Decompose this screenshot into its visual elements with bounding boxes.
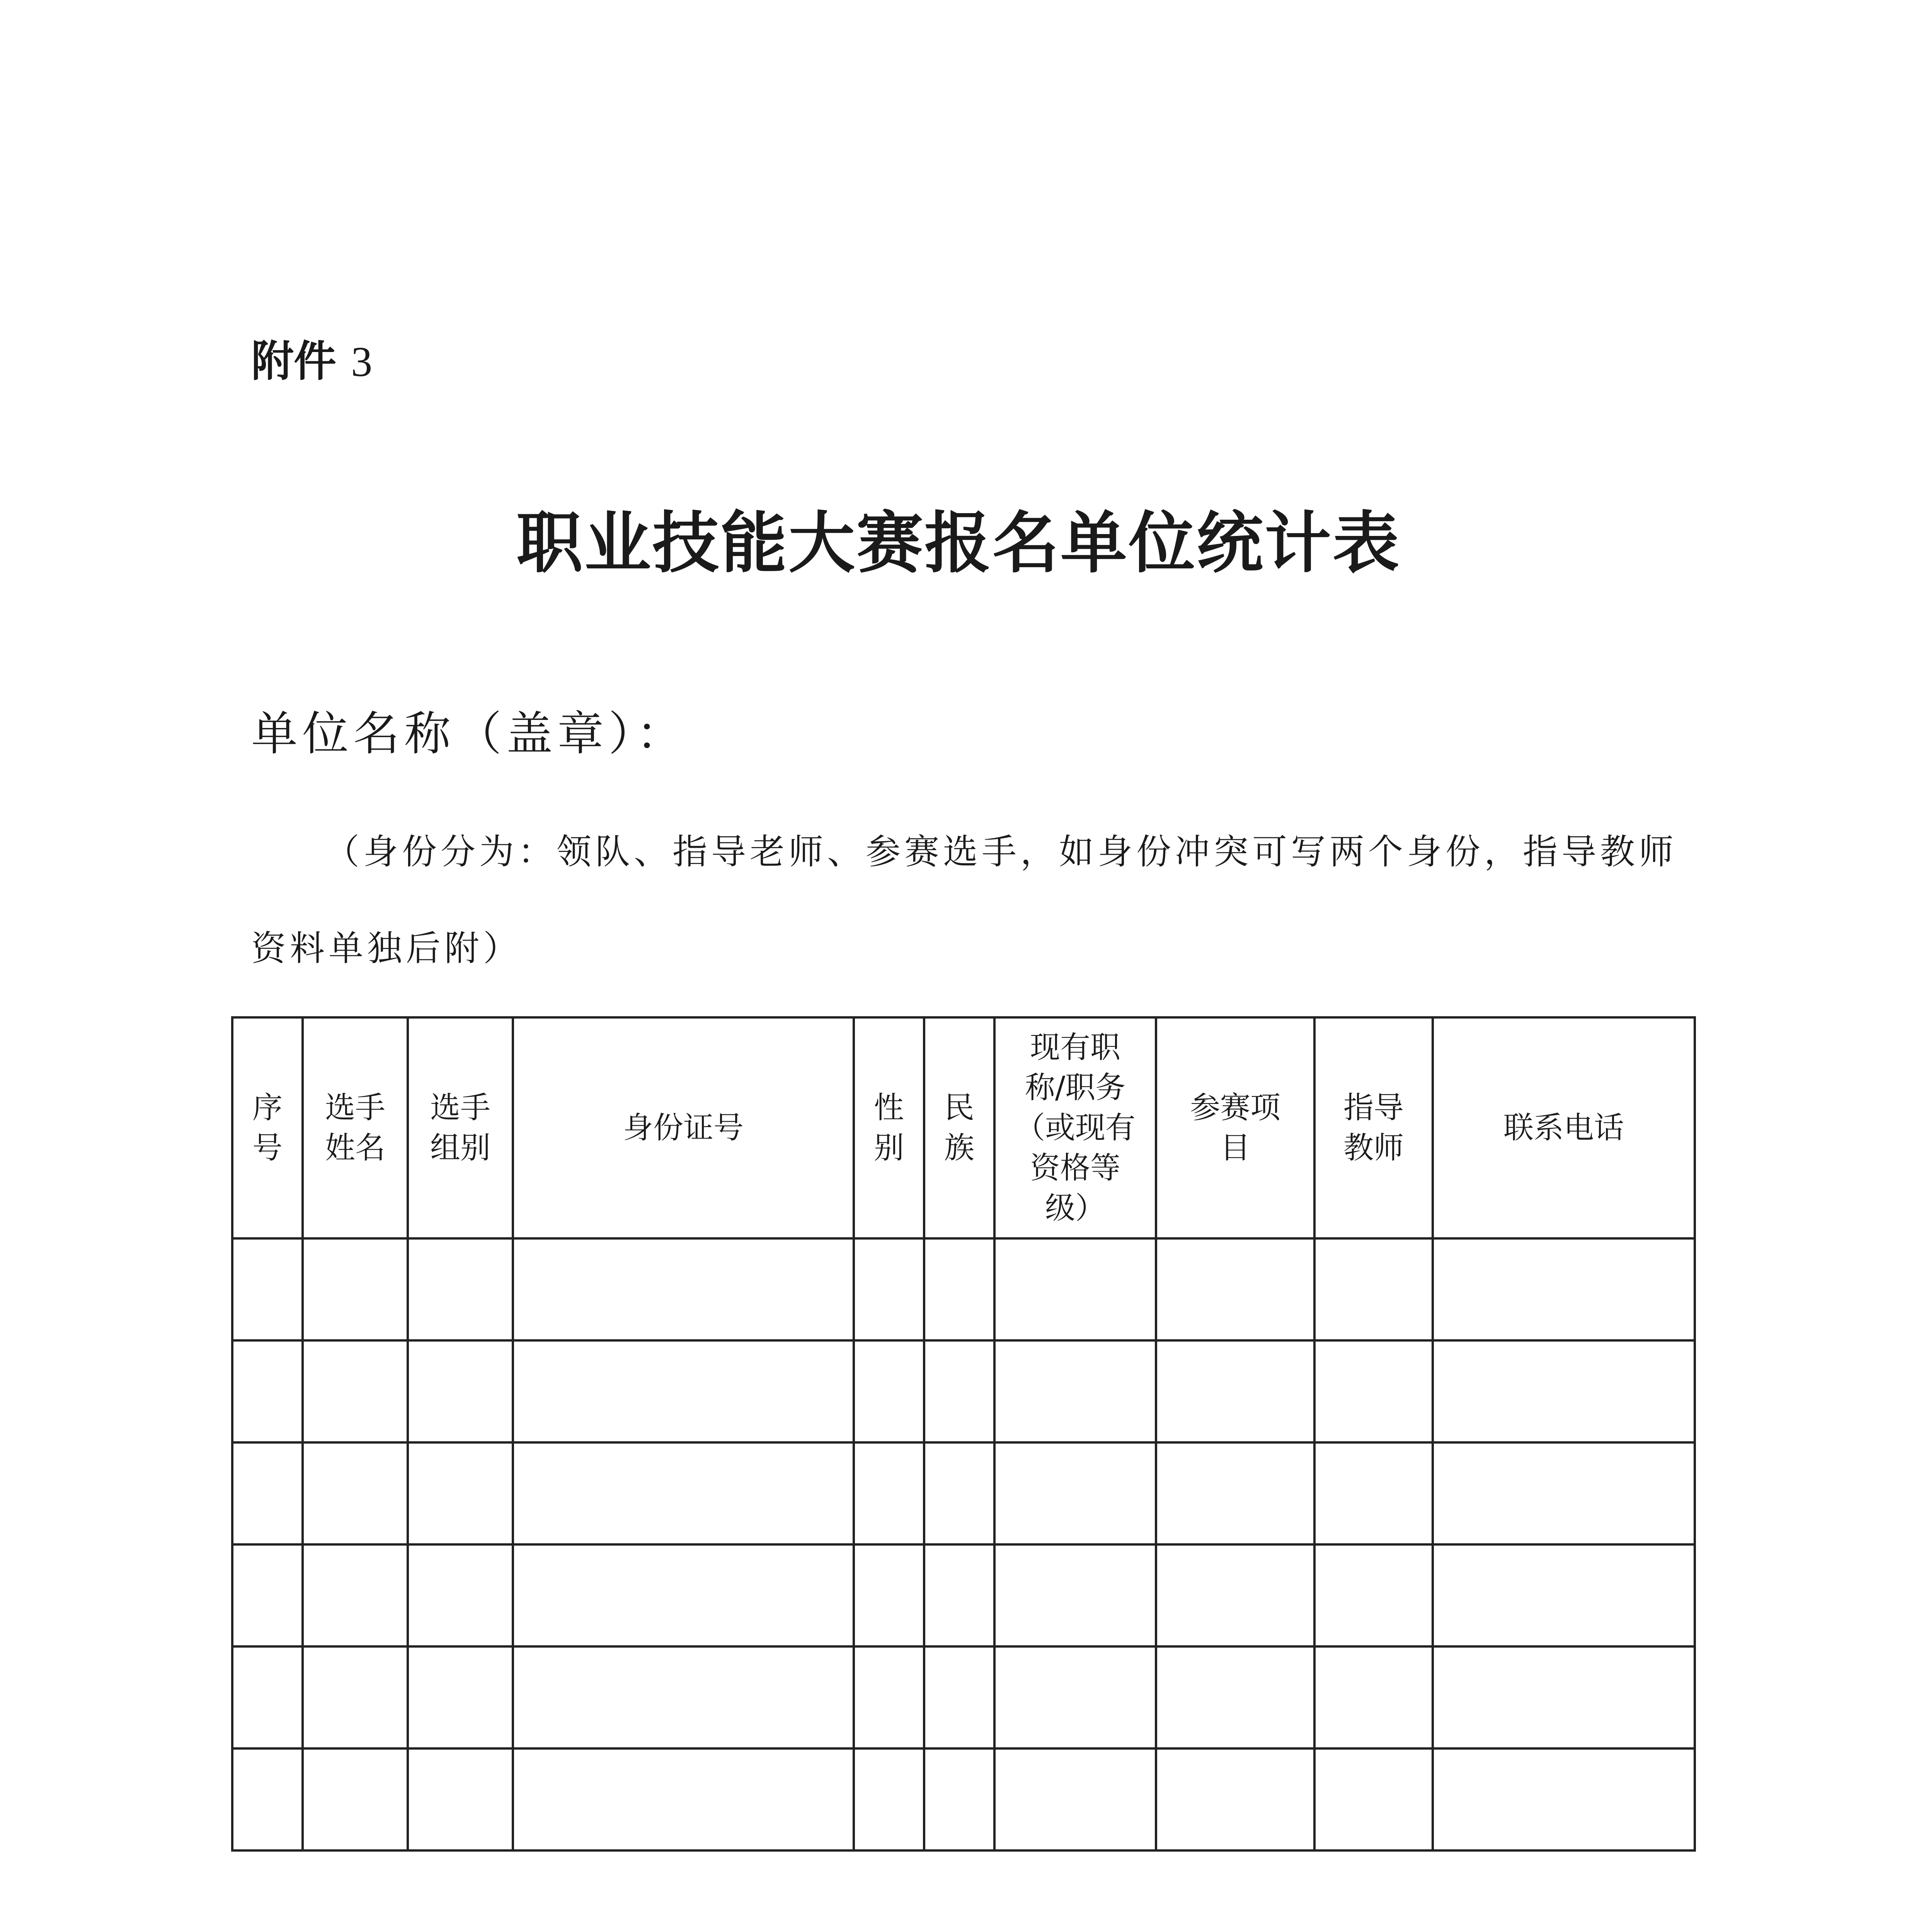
header-phone — [1433, 1017, 1695, 1238]
table-cell — [232, 1238, 303, 1340]
table-cell — [513, 1340, 854, 1442]
table-header-row — [232, 1017, 1695, 1238]
attachment-number: 3 — [351, 338, 373, 385]
table-cell — [1433, 1340, 1695, 1442]
table-cell — [1156, 1442, 1314, 1544]
header-seq-text: 序 号 — [252, 1090, 283, 1165]
table-cell — [854, 1646, 924, 1748]
table-cell — [303, 1646, 408, 1748]
table-cell — [408, 1544, 513, 1646]
table-cell — [1314, 1442, 1433, 1544]
table-cell — [303, 1340, 408, 1442]
table-cell — [408, 1748, 513, 1850]
table-cell — [924, 1238, 994, 1340]
table-cell — [994, 1442, 1156, 1544]
table-cell — [232, 1646, 303, 1748]
table-cell — [994, 1748, 1156, 1850]
table-cell — [408, 1238, 513, 1340]
header-gender-text: 性 别 — [873, 1090, 904, 1165]
header-phone-text: 联系电话 — [1503, 1111, 1624, 1145]
table-cell — [1314, 1748, 1433, 1850]
header-seq — [232, 1017, 303, 1238]
header-title-qualification-text: 现有职 称/职务 （或现有 资格等 级） — [1015, 1030, 1136, 1226]
identity-note: （身份分为：领队、指导老师、参赛选手，如身份冲突可写两个身份，指导教师资料单独后附） — [251, 832, 1677, 969]
header-event-text: 参赛项 目 — [1190, 1090, 1280, 1165]
table-row — [232, 1646, 1695, 1748]
registration-table — [231, 1016, 1696, 1852]
table-cell — [854, 1748, 924, 1850]
header-gender — [854, 1017, 924, 1238]
table-cell — [1314, 1544, 1433, 1646]
header-id-number — [513, 1017, 854, 1238]
header-contestant-group-text: 选手 组别 — [430, 1090, 490, 1165]
table-cell — [408, 1646, 513, 1748]
header-instructor — [1314, 1017, 1433, 1238]
table-cell — [1433, 1238, 1695, 1340]
table-cell — [303, 1238, 408, 1340]
header-contestant-group — [408, 1017, 513, 1238]
table-cell — [1314, 1238, 1433, 1340]
table-cell — [408, 1340, 513, 1442]
header-contestant-name — [303, 1017, 408, 1238]
table-cell — [854, 1442, 924, 1544]
table-cell — [232, 1442, 303, 1544]
table-row — [232, 1238, 1695, 1340]
table-row — [232, 1544, 1695, 1646]
table-cell — [1433, 1748, 1695, 1850]
table-cell — [994, 1646, 1156, 1748]
table-cell — [513, 1238, 854, 1340]
table-cell — [513, 1748, 854, 1850]
header-ethnicity — [924, 1017, 994, 1238]
header-id-number-text: 身份证号 — [623, 1111, 744, 1145]
table-cell — [303, 1442, 408, 1544]
table-cell — [1156, 1646, 1314, 1748]
table-cell — [232, 1340, 303, 1442]
header-title-qualification — [994, 1017, 1156, 1238]
table-cell — [924, 1544, 994, 1646]
table-cell — [1314, 1646, 1433, 1748]
header-contestant-name-text: 选手 姓名 — [325, 1090, 385, 1165]
table-cell — [1156, 1748, 1314, 1850]
table-cell — [513, 1544, 854, 1646]
table-cell — [854, 1340, 924, 1442]
table-row — [232, 1442, 1695, 1544]
table-cell — [1433, 1544, 1695, 1646]
attachment-label-text: 附件 — [251, 337, 336, 386]
table-cell — [1433, 1646, 1695, 1748]
table-cell — [924, 1340, 994, 1442]
table-cell — [994, 1238, 1156, 1340]
table-cell — [994, 1340, 1156, 1442]
table-cell — [303, 1544, 408, 1646]
table-row — [232, 1748, 1695, 1850]
table-cell — [854, 1238, 924, 1340]
header-ethnicity-text: 民 族 — [944, 1090, 974, 1165]
table-cell — [924, 1442, 994, 1544]
table-cell — [1314, 1340, 1433, 1442]
header-instructor-text: 指导 教师 — [1343, 1090, 1404, 1165]
attachment-label — [251, 337, 373, 386]
table-cell — [1156, 1544, 1314, 1646]
header-event — [1156, 1017, 1314, 1238]
table-cell — [1156, 1238, 1314, 1340]
org-name-label: 单位名称（盖章）： — [251, 707, 687, 761]
table-cell — [232, 1544, 303, 1646]
document-title: 职业技能大赛报名单位统计表 — [516, 504, 1401, 582]
table-cell — [232, 1748, 303, 1850]
table-cell — [513, 1442, 854, 1544]
table-cell — [513, 1646, 854, 1748]
table-cell — [408, 1442, 513, 1544]
table-cell — [854, 1544, 924, 1646]
table-cell — [924, 1748, 994, 1850]
table-cell — [1156, 1340, 1314, 1442]
table-cell — [303, 1748, 408, 1850]
table-cell — [924, 1646, 994, 1748]
table-cell — [994, 1544, 1156, 1646]
table-cell — [1433, 1442, 1695, 1544]
table-row — [232, 1340, 1695, 1442]
